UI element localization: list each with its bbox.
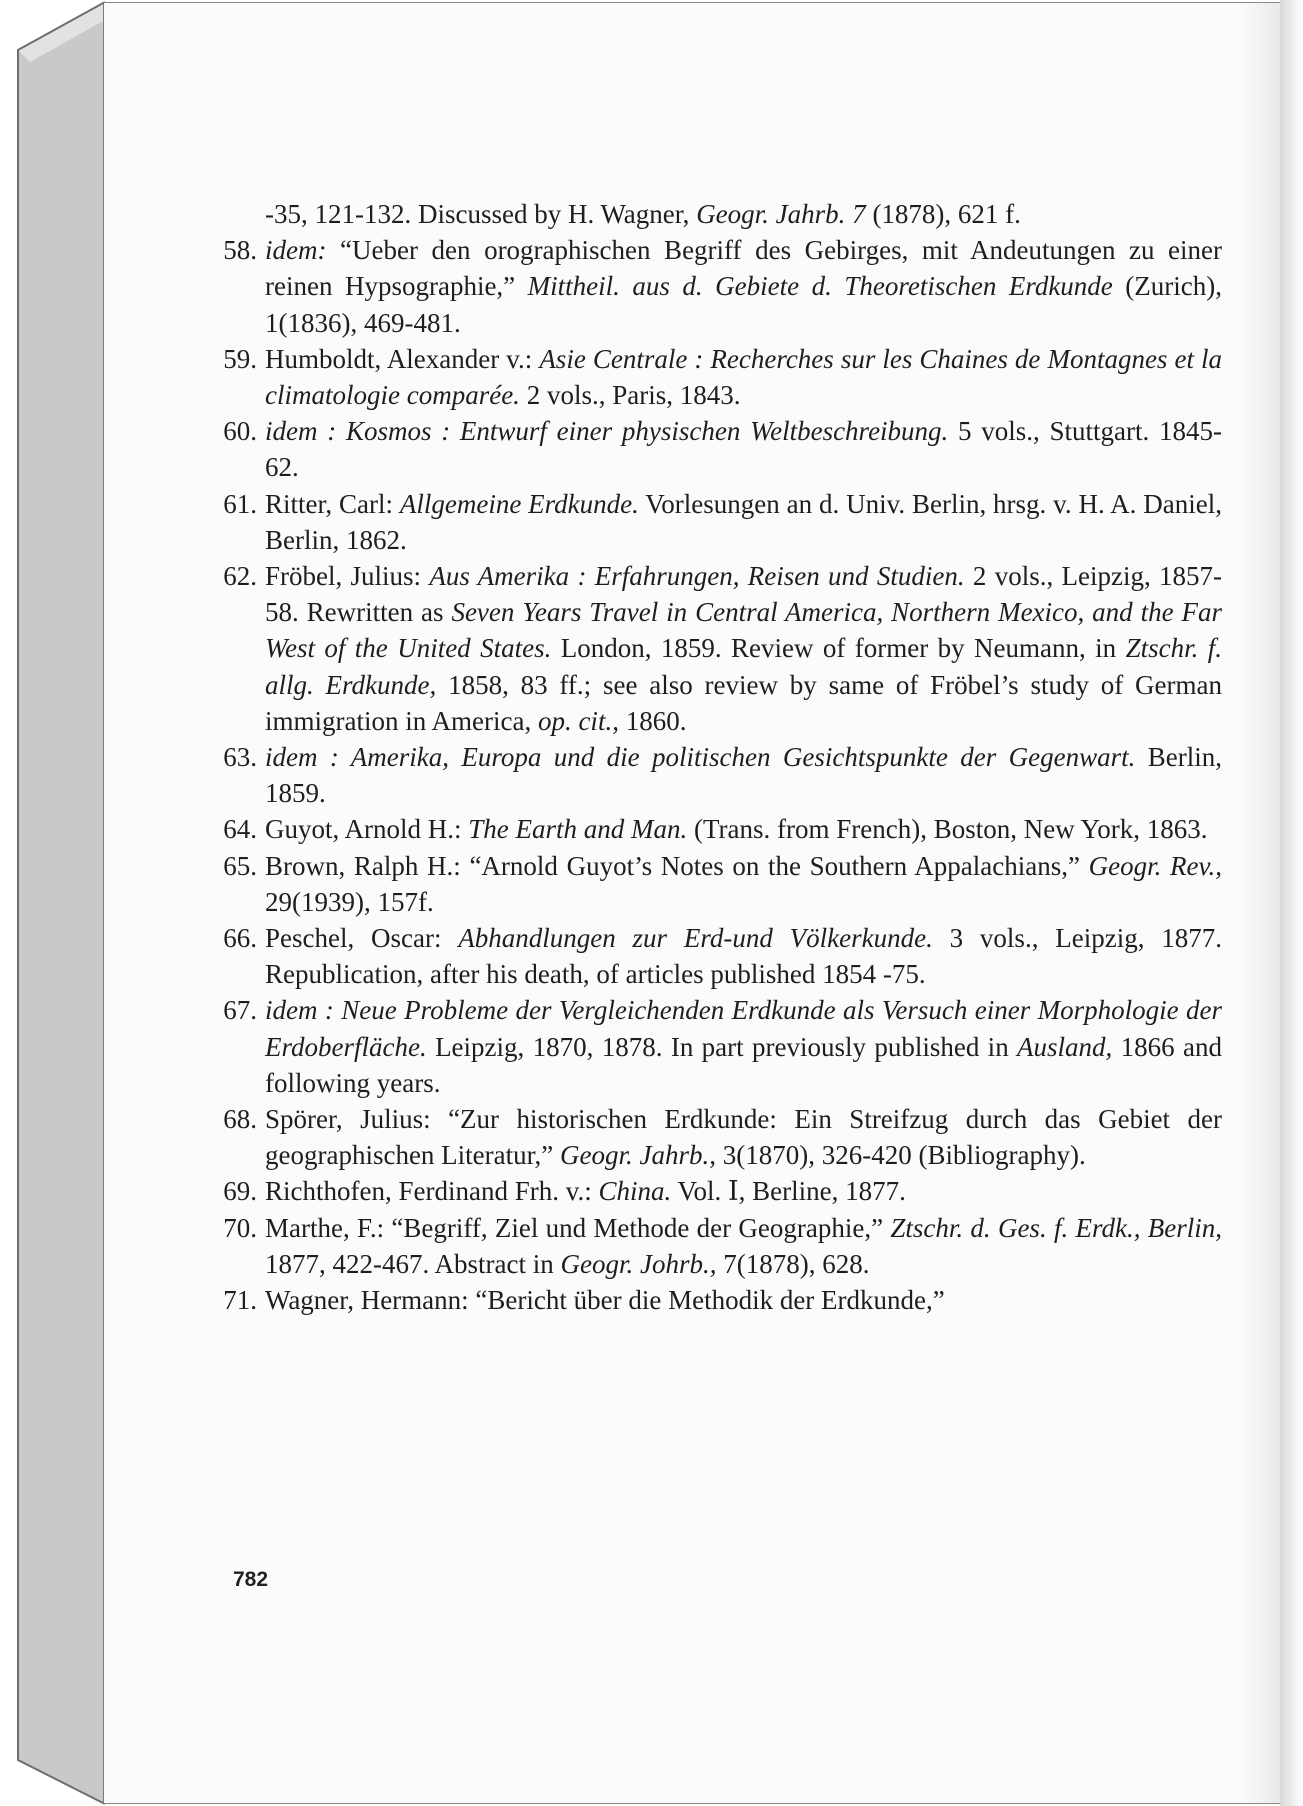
continuation-line [210,196,1222,232]
entry-number: 70. [223,1212,257,1243]
entry-number: 60. [223,416,257,447]
entry-number: 65. [223,850,257,881]
entry-number: 61. [223,488,257,519]
text-run: Richthofen, Ferdinand Frh. v.: [265,1176,599,1207]
text-run: “Ueber den orographischen Begriff des Gebirges, mit Andeutungen zu einer reinen Hypsographie,” [265,235,1222,302]
text-run: 2 vols., Paris, 1843. [519,380,741,411]
italic-text: Geogr. Jahrb., [560,1140,717,1171]
bibliography-entry [210,1101,1222,1173]
text-run: Spörer, Julius: “Zur historischen Erdkunde: Ein Streifzug durch das Gebiet der geographischen Literatur,” [265,1104,1222,1171]
text-run: Wagner, Hermann: “Bericht über die Methodik der Erdkunde,” [265,1285,945,1316]
page-edge-shade [1240,3,1280,1803]
bibliography-entry [210,232,1222,341]
text-run: 29(1939), 157f. [265,886,434,917]
bibliography-entry [210,848,1222,920]
italic-text: Ausland, [1017,1031,1113,1062]
entry-text [257,413,1222,485]
entry-number: 69. [223,1176,257,1207]
text-run: 1858, 83 ff.; see also review by same of Fröbel’s study of German immigration in America, [265,669,1223,736]
text-run: (Zurich), 1(1836), 469-481. [265,271,1222,338]
bibliography-entry [210,1210,1222,1282]
entry-number: 58. [223,235,257,266]
italic-text: idem: [265,235,327,266]
entry-number: 64. [223,814,257,845]
text-run: Vorlesungen an d. Univ. Berlin, hrsg. v. H. A. Daniel, Berlin, 1862. [265,488,1222,555]
italic-text: Mittheil. aus d. Gebiete d. Theoretischen Erdkunde [527,271,1113,302]
bibliography-entry [210,1282,1222,1318]
text-run: Berlin, 1859. [265,742,1222,809]
italic-text: idem : Kosmos : Entwurf einer physischen Weltbeschreibung. [265,416,949,447]
page-shadow [1280,0,1303,1806]
italic-text: idem : Amerika, Europa und die politischen Gesichtspunkte der Gegenwart. [265,742,1136,773]
text-run: Ritter, Carl: [265,488,400,519]
entry-text [257,1282,1222,1318]
entry-number: 62. [223,561,257,592]
entry-number: 59. [223,343,257,374]
text-run: Fröbel, Julius: [265,561,430,592]
italic-text: China. [598,1176,672,1207]
bibliography-entry [210,739,1222,811]
italic-text: Geogr. Johrb., [560,1248,717,1279]
italic-text: Ztschr. f. allg. Erdkunde, [265,633,1223,700]
entry-text [257,1101,1222,1173]
text-run: Leipzig, 1870, 1878. In part previously published in [426,1031,1018,1062]
text-run: Peschel, Oscar: [265,923,459,954]
text-run: (Trans. from French), Boston, New York, 1863. [687,814,1208,845]
text-run: 3(1870), 326-420 (Bibliography). [716,1140,1086,1171]
text-run: Marthe, F.: “Begriff, Ziel und Methode der Geographie,” [265,1212,891,1243]
entry-text [257,811,1222,847]
entry-text [257,1210,1222,1282]
text-run: 1877, 422-467. Abstract in [265,1248,561,1279]
text-run: Brown, Ralph H.: “Arnold Guyot’s Notes on the Southern Appalachians,” [265,850,1089,881]
entry-text [257,739,1222,811]
entry-text [257,992,1222,1101]
italic-text: Allgemeine Erdkunde. [399,488,639,519]
bibliography-entry [210,1173,1222,1209]
text-run: (1878), 621 f. [865,199,1021,229]
text-run: 5 vols., Stuttgart. 1845-62. [265,416,1222,483]
bibliography-entry [210,920,1222,992]
italic-text: Aus Amerika : Erfahrungen, Reisen und Studien. [429,561,965,592]
entry-text [257,341,1222,413]
bibliography-entry [210,413,1222,485]
text-run: 2 vols., Leipzig, 1857-58. Rewritten as [265,561,1223,628]
italic-text: Ztschr. d. Ges. f. Erdk., Berlin, [890,1212,1222,1243]
text-run: 3 vols., Leipzig, 1877. Republication, after his death, of articles published 1854 -75. [265,923,1222,990]
italic-text: Abhandlungen zur Erd-und Völkerkunde. [458,923,933,954]
entries-container [210,232,1222,1318]
entry-text [257,232,1222,341]
book-spine [0,0,105,1806]
entry-number: 63. [223,742,257,773]
entry-number: 66. [223,923,257,954]
page-number: 782 [233,1568,269,1591]
bibliography-list [210,196,1222,1318]
bibliography-entry [210,992,1222,1101]
bibliography-entry [210,558,1222,739]
text-run: -35, 121-132. Discussed by H. Wagner, [265,199,697,229]
bibliography-entry [210,341,1222,413]
text-run: 1866 and following years. [265,1031,1222,1098]
text-run: 1860. [618,705,687,736]
entry-text [257,486,1222,558]
text-run: Guyot, Arnold H.: [265,814,469,845]
entry-number: 71. [223,1285,257,1316]
text-run: Humboldt, Alexander v.: [265,343,540,374]
bibliography-entry [210,486,1222,558]
italic-text: Asie Centrale : Recherches sur les Chaines de Montagnes et la climatologie comparée. [265,343,1222,411]
entry-number: 68. [223,1104,257,1135]
entry-text [257,848,1222,920]
italic-text: Geogr. Jahrb. 7 [696,199,866,229]
entry-text [257,1173,1222,1209]
entry-text [257,558,1222,739]
entry-text [257,920,1222,992]
text-run: Vol. Ⅰ, Berline, 1877. [671,1176,906,1207]
italic-text: Seven Years Travel in Central America, Northern Mexico, and the Far West of the United States. [265,597,1222,664]
text-run: London, 1859. Review of former by Neumann, in [551,633,1126,664]
italic-text: idem : Neue Probleme der Vergleichenden Erdkunde als Versuch einer Morphologie der Erdoberfläche. [265,995,1222,1062]
book-page [104,2,1280,1804]
italic-text: op. cit., [537,705,619,736]
entry-number: 67. [223,995,257,1026]
bibliography-entry [210,811,1222,847]
italic-text: The Earth and Man. [468,814,688,845]
text-run: 7(1878), 628. [716,1248,870,1279]
italic-text: Geogr. Rev., [1088,850,1222,881]
